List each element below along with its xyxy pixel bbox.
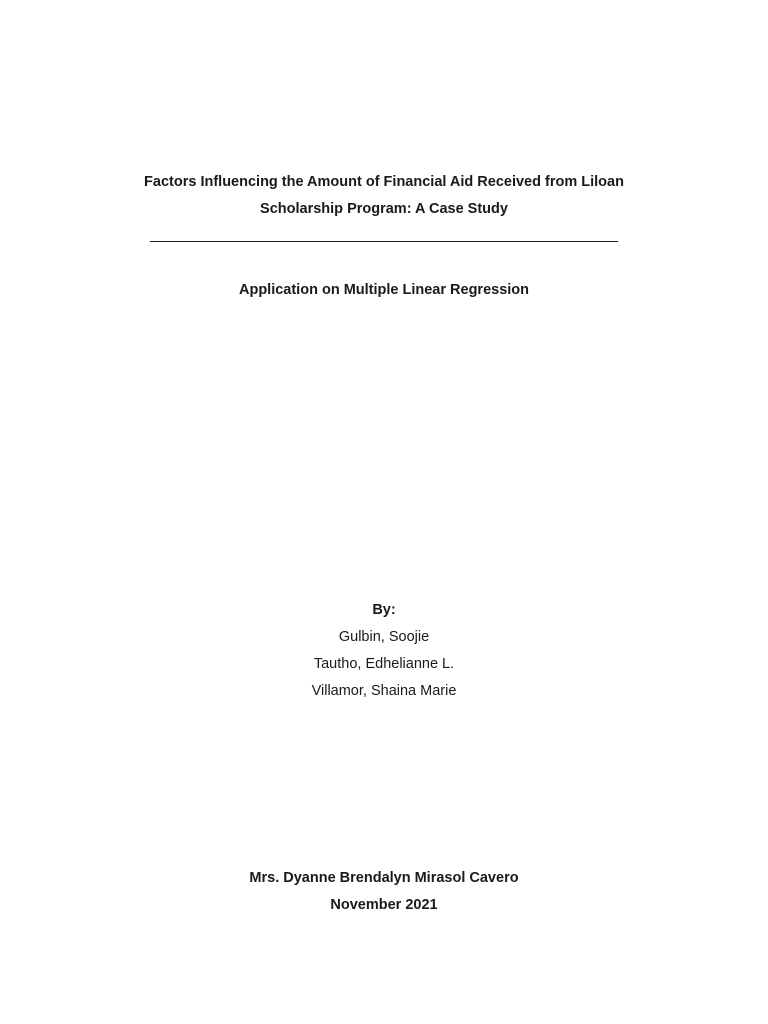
- title-line-1: Factors Influencing the Amount of Financial Aid Received from Liloan: [144, 174, 624, 190]
- author-name: Tautho, Edhelianne L.: [313, 656, 455, 672]
- subtitle: Application on Multiple Linear Regression: [238, 282, 530, 298]
- by-label: By:: [372, 602, 396, 618]
- author-name: Villamor, Shaina Marie: [311, 683, 457, 699]
- author-name: Gulbin, Soojie: [338, 629, 430, 645]
- title-line-2: Scholarship Program: A Case Study: [260, 201, 508, 217]
- adviser-name: Mrs. Dyanne Brendalyn Mirasol Cavero: [249, 870, 519, 886]
- title-divider: [150, 241, 618, 242]
- date: November 2021: [330, 897, 438, 913]
